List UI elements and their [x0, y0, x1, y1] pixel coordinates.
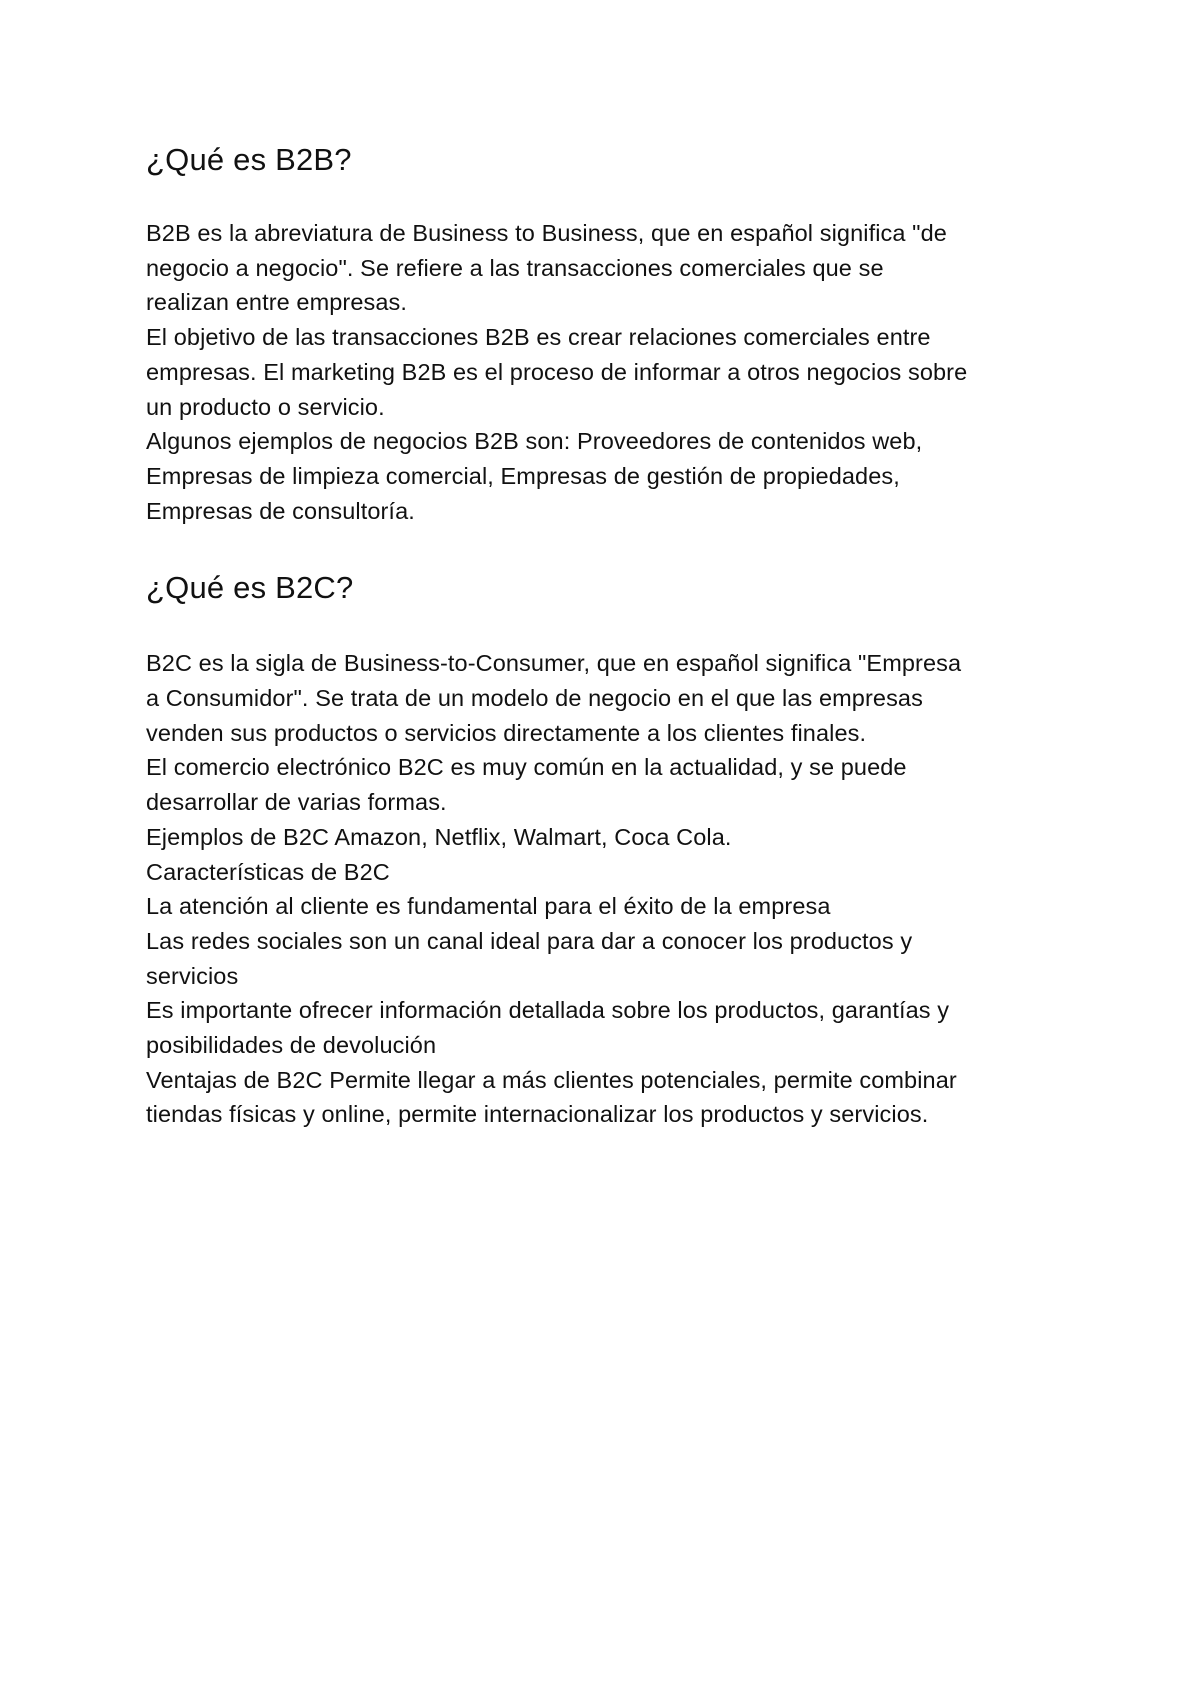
text-line: venden sus productos o servicios directamente a los clientes finales. — [146, 719, 867, 746]
text-line: El objetivo de las transacciones B2B es crear relaciones comerciales entre — [146, 324, 931, 351]
section-heading-b2b: ¿Qué es B2B? — [146, 142, 352, 177]
text-line: El comercio electrónico B2C es muy común en la actualidad, y se puede — [146, 754, 907, 781]
text-line: un producto o servicio. — [146, 393, 385, 420]
text-line: Ejemplos de B2C Amazon, Netflix, Walmart, Coca Cola. — [146, 823, 732, 850]
text-line: Es importante ofrecer información detallada sobre los productos, garantías y — [146, 997, 950, 1024]
section-body-b2b — [146, 216, 1086, 528]
text-line: tiendas físicas y online, permite internacionalizar los productos y servicios. — [146, 1101, 929, 1128]
text-line: posibilidades de devolución — [146, 1032, 437, 1059]
text-line: Algunos ejemplos de negocios B2B son: Proveedores de contenidos web, — [146, 428, 923, 455]
text-line: a Consumidor". Se trata de un modelo de negocio en el que las empresas — [146, 685, 923, 712]
text-line: desarrollar de varias formas. — [146, 789, 447, 816]
text-line: Empresas de consultoría. — [146, 497, 415, 524]
text-line: realizan entre empresas. — [146, 289, 408, 316]
text-line: empresas. El marketing B2B es el proceso de informar a otros negocios sobre — [146, 358, 968, 385]
text-line: Empresas de limpieza comercial, Empresas de gestión de propiedades, — [146, 462, 900, 489]
text-line: Ventajas de B2C Permite llegar a más clientes potenciales, permite combinar — [146, 1066, 957, 1093]
text-line: B2C es la sigla de Business-to-Consumer, que en español significa "Empresa — [146, 650, 962, 677]
text-line: Características de B2C — [146, 858, 390, 885]
text-line: servicios — [146, 962, 239, 989]
text-line: B2B es la abreviatura de Business to Business, que en español significa "de — [146, 220, 947, 246]
section-body-b2c — [146, 646, 1086, 1132]
text-line: La atención al cliente es fundamental para el éxito de la empresa — [146, 893, 831, 920]
text-line: Las redes sociales son un canal ideal para dar a conocer los productos y — [146, 927, 913, 954]
text-line: negocio a negocio". Se refiere a las transacciones comerciales que se — [146, 254, 884, 281]
document-page — [146, 140, 1086, 1132]
section-heading-b2c: ¿Qué es B2C? — [146, 570, 354, 606]
